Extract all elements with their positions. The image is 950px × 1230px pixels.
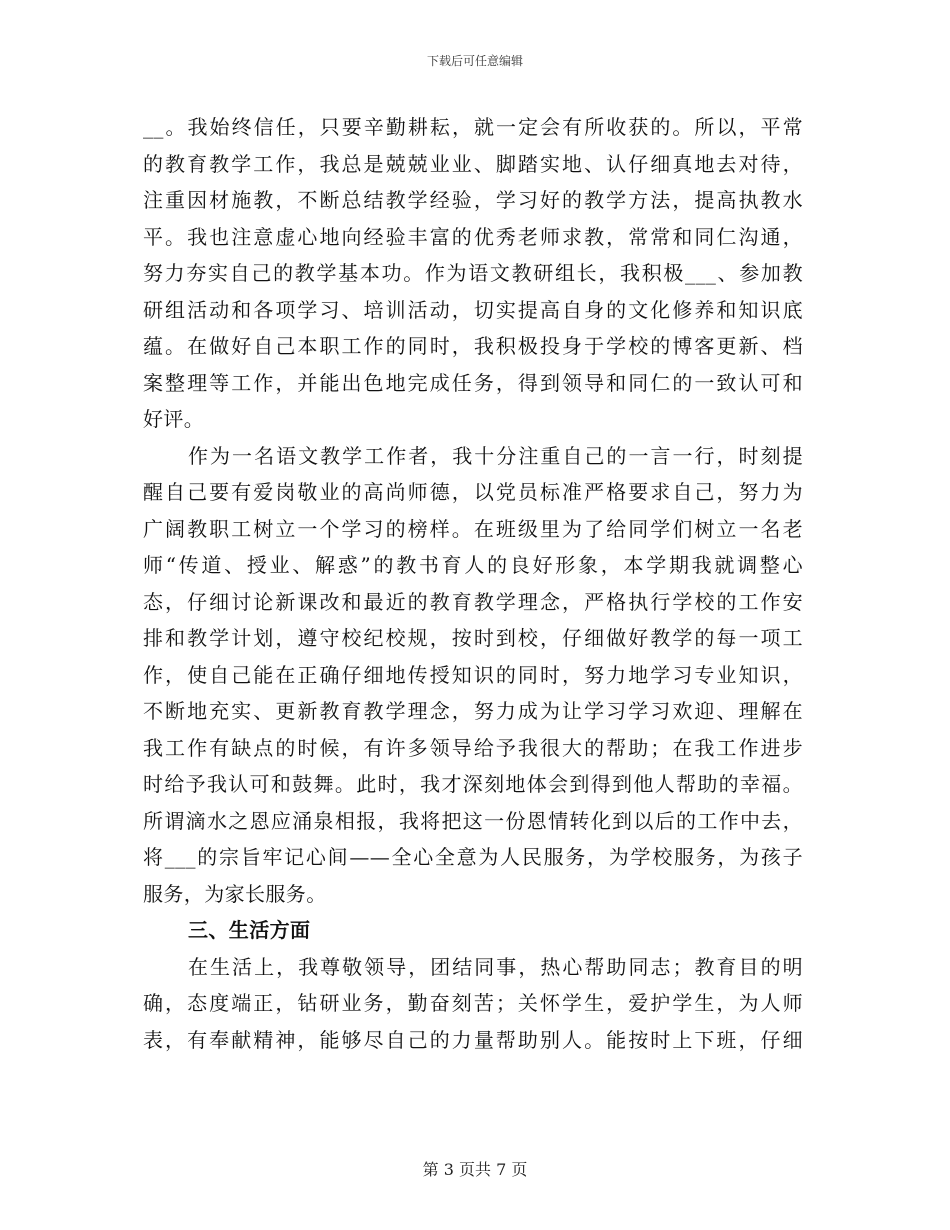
text-line: 案整理等工作，并能出色地完成任务，得到领导和同仁的一致认可和 [143, 370, 803, 395]
text-line: __。我始终信任，只要辛勤耕耘，就一定会有所收获的。所以，平常 [143, 115, 803, 139]
text-line: 服务，为家长服务。 [143, 881, 327, 906]
paragraph-first-line: 在生活上，我尊敬领导，团结同事，热心帮助同志；教育目的明 [188, 954, 803, 979]
text-line: 排和教学计划，遵守校纪校规，按时到校，仔细做好教学的每一项工 [143, 626, 803, 650]
text-line: 研组活动和各项学习、培训活动，切实提高自身的文化修养和知识底 [143, 297, 803, 322]
text-line: 所谓滴水之恩应涌泉相报，我将把这一份恩情转化到以后的工作中去， [143, 808, 803, 833]
text-line: 醒自己要有爱岗敬业的高尚师德，以党员标准严格要求自己，努力为 [143, 480, 803, 504]
text-line: 确，态度端正，钻研业务，勤奋刻苦；关怀学生，爱护学生，为人师 [143, 991, 803, 1015]
text-line: 我工作有缺点的时候，有许多领导给予我很大的帮助；在我工作进步 [143, 735, 803, 760]
text-line: 的教育教学工作，我总是兢兢业业、脚踏实地、认仔细真地去对待， [143, 151, 803, 176]
text-line: 努力夯实自己的教学基本功。作为语文教研组长，我积极___、参加教 [143, 261, 803, 285]
document-body [143, 109, 803, 1058]
text-line: 师“传道、授业、解惑”的教书育人的良好形象，本学期我就调整心 [143, 553, 803, 577]
text-line: 态，仔细讨论新课改和最近的教育教学理念，严格执行学校的工作安 [143, 589, 803, 614]
text-line: 时给予我认可和鼓舞。此时，我才深刻地体会到得到他人帮助的幸福。 [143, 772, 803, 796]
text-line: 作，使自己能在正确仔细地传授知识的同时，努力地学习专业知识， [143, 662, 803, 687]
text-line: 不断地充实、更新教育教学理念，努力成为让学习学习欢迎、理解在 [143, 699, 803, 723]
page-header: 下载后可任意编辑 [426, 54, 523, 68]
text-line: 好评。 [143, 407, 205, 431]
text-line: 广阔教职工树立一个学习的榜样。在班级里为了给同学们树立一名老 [143, 516, 803, 541]
text-line: 将___的宗旨牢记心间——全心全意为人民服务，为学校服务，为孩子 [143, 845, 803, 869]
text-line: 表，有奉献精神，能够尽自己的力量帮助别人。能按时上下班，仔细 [143, 1027, 803, 1052]
text-line: 蕴。在做好自己本职工作的同时，我积极投身于学校的博客更新、档 [143, 334, 803, 358]
text-line: 平。我也注意虚心地向经验丰富的优秀老师求教，常常和同仁沟通， [143, 224, 803, 249]
page-footer: 第 3 页共 7 页 [422, 1160, 528, 1179]
section-heading: 三、生活方面 [188, 918, 311, 942]
text-line: 注重因材施教，不断总结教学经验，学习好的教学方法，提高执教水 [143, 188, 803, 212]
paragraph-first-line: 作为一名语文教学工作者，我十分注重自己的一言一行，时刻提 [188, 443, 803, 468]
